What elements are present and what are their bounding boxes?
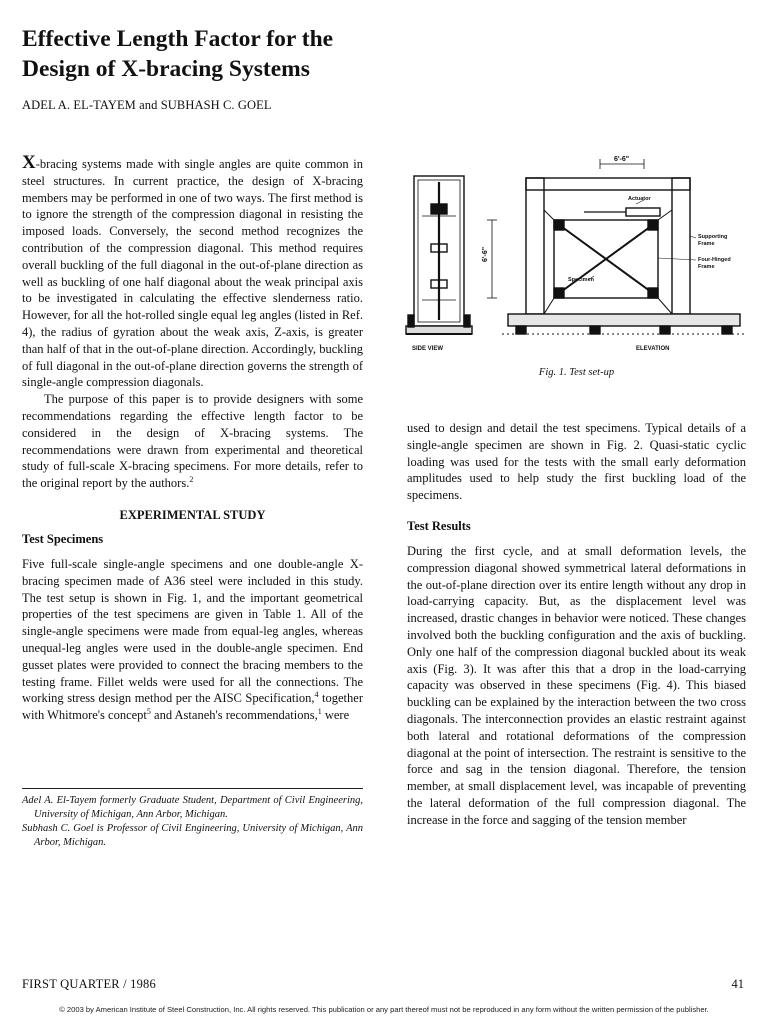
label-elevation: ELEVATION	[636, 346, 670, 352]
test-specimens-text-3: and Astaneh's recommendations,	[150, 708, 318, 723]
footnote-rule	[22, 788, 363, 789]
supporting-frame-left	[526, 178, 544, 314]
dim-side-label: 6'-6"	[482, 246, 489, 262]
specimens-continued-paragraph: used to design and detail the test specimens. Typical details of a single-angle specimen are shown in Fig. 2. Quasi-static cyclic loading was used for the tests with the small early deformation amplitudes used to help study the first buckling load of the specimens.	[407, 421, 746, 503]
title-line-2: Design of X-bracing Systems	[22, 56, 310, 82]
drop-cap: X	[22, 152, 36, 173]
article-title	[22, 24, 422, 84]
test-specimens-paragraph	[22, 556, 363, 724]
base-beam	[508, 314, 740, 326]
intro-paragraph-1	[22, 152, 363, 391]
ref-sup-2: 2	[189, 474, 194, 484]
footnotes	[22, 794, 363, 850]
test-specimens-text-4: were	[321, 708, 350, 723]
left-column	[22, 152, 363, 724]
figure-test-setup	[404, 150, 749, 360]
title-line-1: Effective Length Factor for the	[22, 26, 334, 52]
subheading-test-results: Test Results	[407, 518, 471, 533]
subheading-test-specimens: Test Specimens	[22, 531, 104, 546]
actuator-body	[626, 208, 660, 216]
footnote-el-tayem: Adel A. El-Tayem formerly Graduate Student, Department of Civil Engineering, University of Michigan, Ann Arbor, Michigan.	[22, 795, 363, 820]
right-column	[407, 420, 746, 829]
test-specimens-text-1: Five full-scale single-angle specimens and one double-angle X-bracing specimen made of A36 steel were included in this study. The test setup is shown in Fig. 1, and the important geometrical properties of the test specimens are given in Table 1. All of the single-angle specimens were made from equal-leg angles, whereas unequal-leg angles were used in the double-angle specimen. End gusset plates were provided to connect the bracing members to the testing frame. Fillet welds were used for all the connections. The working stress design method per the AISC Specification,	[22, 556, 363, 706]
copyright-notice: © 2003 by American Institute of Steel Construction, Inc. All rights reserved. This publication or any part thereof must not be reproduced in any form without the written permission of the publisher.	[59, 1005, 709, 1014]
figure-caption: Fig. 1. Test set-up	[538, 367, 615, 378]
supporting-frame-right	[672, 178, 690, 314]
label-side-view: SIDE VIEW	[412, 346, 444, 352]
intro-paragraph-2-text: The purpose of this paper is to provide designers with some recommendations regarding the effective length factor to be considered in the design of X-bracing systems. The recommendations were drawn from experimental and theoretical study of full-scale X-bracing specimens. For more details, refer to the original report by the authors.	[22, 392, 363, 491]
test-results-paragraph: During the first cycle, and at small deformation levels, the compression diagonal showed symmetrical lateral deformations in the out-of-plane direction over its entire length without any drop in load-carrying capacity. But, as the displacement level was increased, drastic changes in behavior were noticed. These changes involved both the buckling configuration and the axis of buckling. Only one half of the compression diagonal buckled about its weak axis (Fig. 3). It was after this that a drop in the load-carrying capacity was observed in these specimens (Fig. 4). This biased buckling can be explained by the interaction between the two cross diagonals. The interconnection provides an elastic restraint against both lateral and rotational deformations of the compression diagonal at the point of intersection. The restraint is sensitive to the force and sag in the tension diagonal. Therefore, the tension member, at small displacement level, was incapable of preventing the lateral deformation of the full compression diagonal. The increase in the force and sagging of the tension member	[407, 543, 746, 827]
label-supporting-frame: Supporting	[698, 234, 728, 240]
intro-paragraph-2	[22, 391, 363, 492]
ref-sup-1: 1	[317, 706, 322, 716]
label-specimen: Specimen	[568, 277, 594, 283]
test-setup-drawing	[404, 150, 749, 360]
footnote-goel: Subhash C. Goel is Professor of Civil Engineering, University of Michigan, Ann Arbor, Michigan.	[22, 823, 363, 848]
intro-paragraph-1-text: -bracing systems made with single angles are quite common in steel structures. In current practice, the design of X-bracing members may be performed in one of two ways. The first method is to ignore the strength of the compression diagonal in resisting the imposed loads. Conversely, the second method recognizes the contribution of the compression diagonal. This method requires overall buckling of the full diagonal in the out-of-plane direction as well as buckling of one half diagonal about the weak principal axis to be investigated in calculating the effective slenderness ratio. However, for all the hot-rolled single equal leg angles (listed in Ref. 4), the radius of gyration about the weak axis, Z-axis, is greater than half of that in the out-of-plane direction. Accordingly, buckling of full diagonal in the out-of-plane direction governs the strength of single-angle compression diagonals.	[22, 157, 363, 390]
footer-issue: FIRST QUARTER / 1986	[22, 977, 156, 991]
section-heading-experimental: EXPERIMENTAL STUDY	[119, 507, 266, 522]
page-number: 41	[731, 977, 744, 991]
authors: ADEL A. EL-TAYEM and SUBHASH C. GOEL	[22, 98, 272, 112]
label-actuator: Actuator	[628, 196, 651, 202]
dim-top-label: 6'-6"	[614, 156, 630, 163]
ref-sup-5: 5	[146, 706, 151, 716]
label-four-hinged-frame-2: Frame	[698, 264, 715, 270]
test-specimens-text-2: together with Whitmore's concept	[22, 691, 363, 723]
top-beam	[526, 178, 690, 190]
label-supporting-frame-2: Frame	[698, 241, 715, 247]
ref-sup-4: 4	[314, 690, 319, 700]
label-four-hinged-frame: Four-Hinged	[698, 257, 731, 263]
